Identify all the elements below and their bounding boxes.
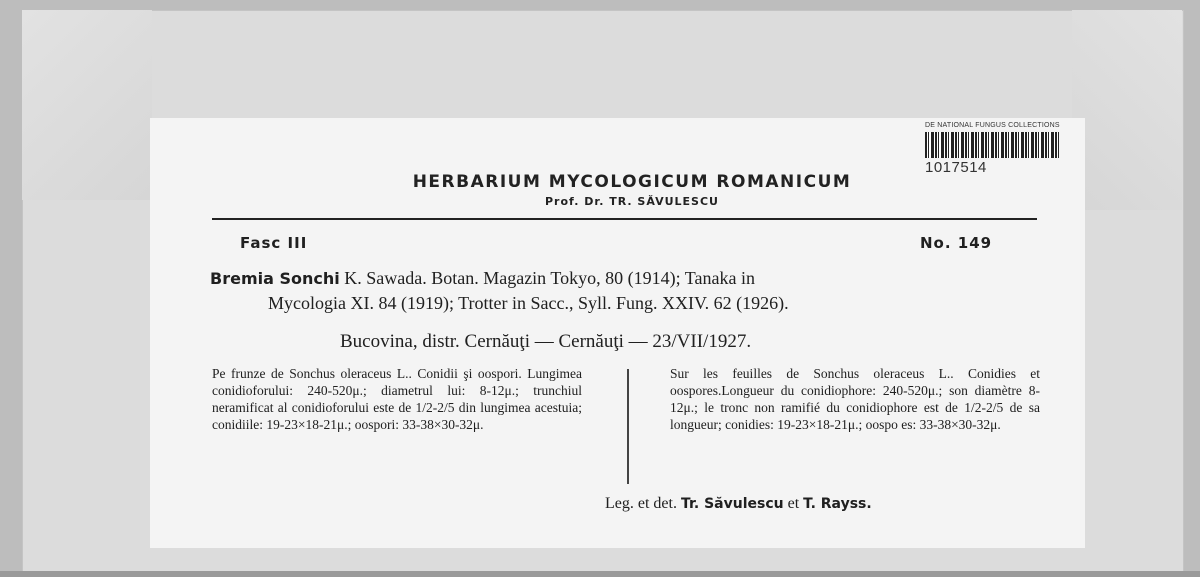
barcode-caption: DE NATIONAL FUNGUS COLLECTIONS (925, 122, 1060, 129)
citation-line-2: Mycologia XI. 84 (1919); Trotter in Sacc., Syll. Fung. XXIV. 62 (1926). (268, 293, 789, 313)
barcode-number: 1017514 (925, 159, 987, 176)
citation-line-1: K. Sawada. Botan. Magazin Tokyo, 80 (1914); Tanaka in (344, 268, 755, 288)
envelope-flap-left (22, 10, 152, 200)
specimen-label (150, 118, 1085, 548)
species-name: Bremia Sonchi (210, 269, 340, 288)
barcode-block (925, 122, 1065, 176)
title-rule (212, 218, 1037, 220)
leg-prefix: Leg. et det. (605, 495, 677, 512)
barcode-icon (925, 132, 1059, 158)
description-french: Sur les feuilles de Sonchus oleraceus L.. Conidies et oospores.Longueur du conidiophore: 240-520μ.; son diamètre 8-12μ.; le tronc non ramifié du conidiophore est de 1/2-2/5 de sa longueur; conidies: 19-23×18-21μ.; oospo es: 33-38×30-32μ. (670, 366, 1040, 432)
herbarium-subtitle: Prof. Dr. TR. SĂVULESCU (544, 195, 719, 208)
envelope-flap-right (1072, 10, 1182, 210)
collector-2: T. Rayss. (803, 496, 872, 512)
specimen-number: No. 149 (920, 234, 993, 252)
collector-1: Tr. Săvulescu (680, 496, 784, 512)
description-romanian: Pe frunze de Sonchus oleraceus L.. Conidii şi oospori. Lungimea conidioforului: 240-520μ.; diametrul lui: 8-12μ.; trunchiul neramificat al conidioforului este de 1/2-2/5 din lungimea acestuia; conidiile: 19-23×18-21μ.; oospori: 33-38×30-32μ. (212, 366, 582, 432)
collector-line (605, 495, 872, 513)
fascicle-number: Fasc III (240, 234, 308, 252)
column-divider (627, 369, 629, 484)
leg-and: et (787, 495, 800, 512)
bottom-edge (0, 571, 1200, 577)
taxon-citation (210, 266, 1040, 316)
locality-date: Bucovina, distr. Cernăuţi — Cernăuţi — 23/VII/1927. (340, 331, 752, 352)
herbarium-title: HERBARIUM MYCOLOGICUM ROMANICUM (412, 172, 852, 192)
